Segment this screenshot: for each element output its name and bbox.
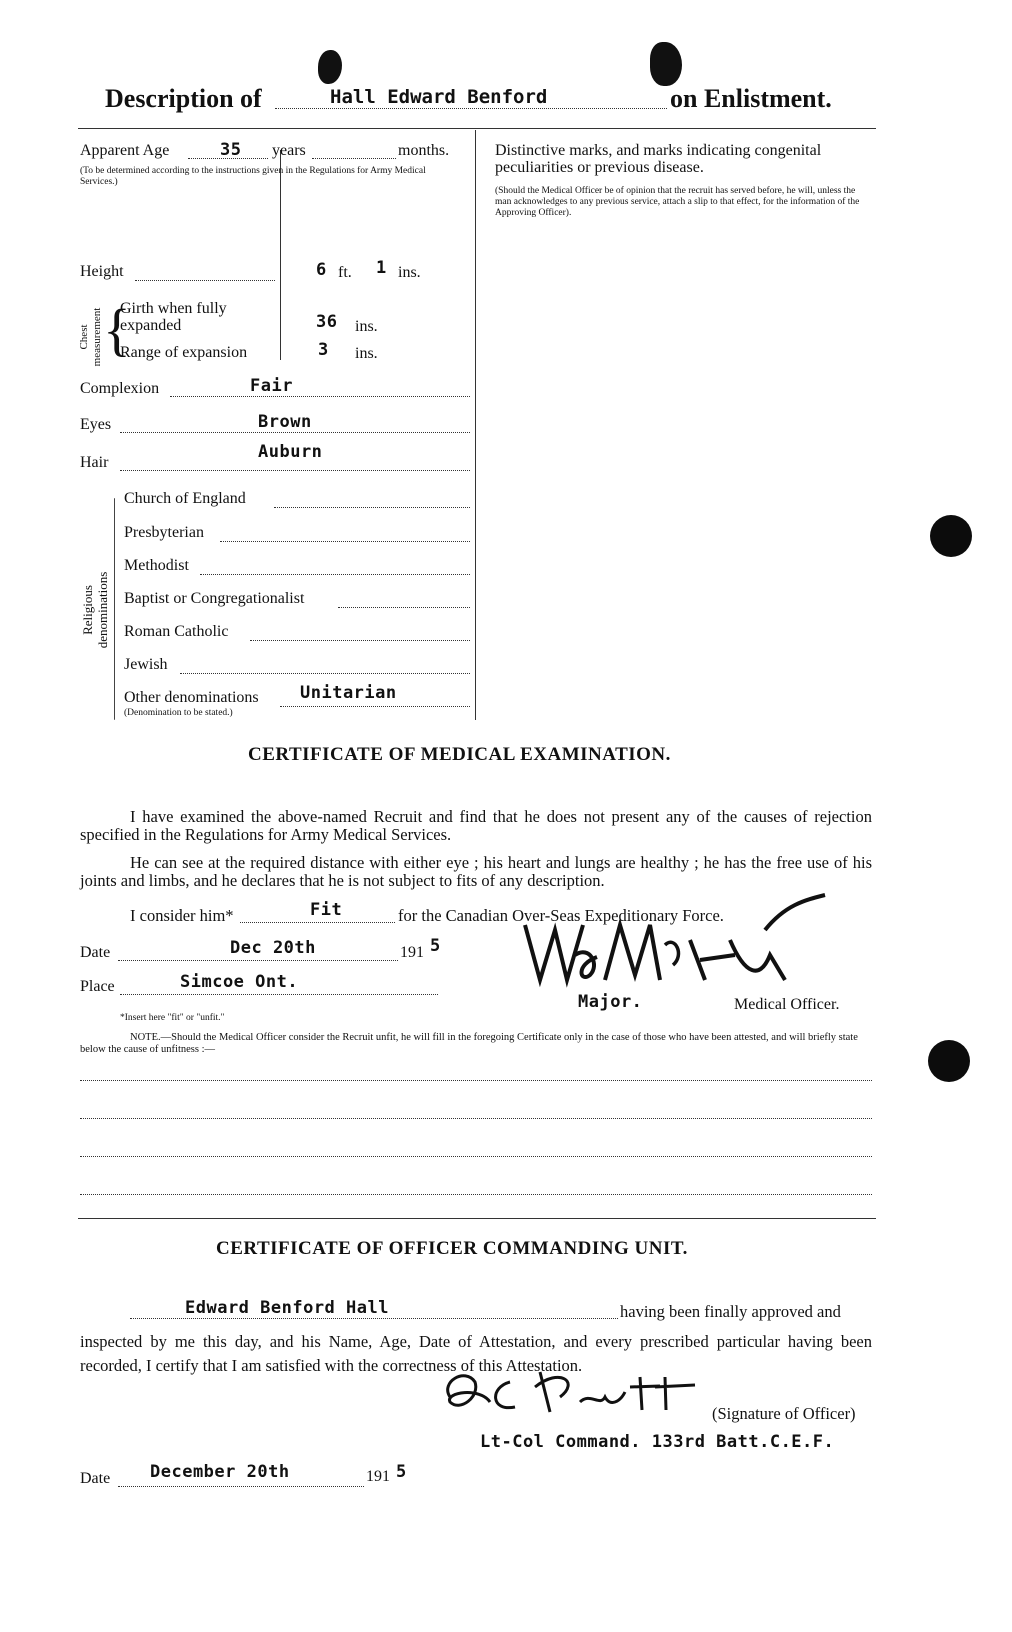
medical-officer-label: Medical Officer. <box>734 996 840 1013</box>
unfit-note: NOTE.—Should the Medical Officer consider the Recruit unfit, he will fill in the foregoing Certificate only in the case of those who have been attested, and will briefly state below the cause of unfitness :— <box>80 1032 858 1055</box>
medical-certificate-title: CERTIFICATE OF MEDICAL EXAMINATION. <box>248 744 671 765</box>
chest-measurement-label: Chest measurement <box>78 307 103 367</box>
section-rule <box>78 1218 876 1219</box>
header-rule <box>78 128 876 129</box>
hair-value: Auburn <box>258 442 323 462</box>
medical-date-label: Date <box>80 944 111 961</box>
height-label: Height <box>80 263 124 280</box>
age-note: (To be determined according to the instructions given in the Regulations for Army Medical Services.) <box>80 166 426 187</box>
girth-label: Girth when fully expanded <box>120 300 227 334</box>
medical-paragraph-1: I have examined the above-named Recruit and find that he does not present any of the causes of rejection specified in the Regulations for Army Medical Services. <box>80 807 872 844</box>
religion-other: Other denominations <box>124 689 259 706</box>
inches-label: ins. <box>355 345 378 362</box>
dotted-line <box>80 1080 872 1081</box>
chest-brace: { <box>103 297 131 362</box>
inches-label: ins. <box>398 264 421 281</box>
dotted-line <box>275 108 667 109</box>
religion-roman-catholic: Roman Catholic <box>124 623 229 640</box>
medical-paragraph-2: He can see at the required distance with either eye ; his heart and lungs are healthy ; he has the free use of his joints and limbs, and he declares that he is not subject to fits of any description. <box>80 853 872 890</box>
commanding-year-prefix: 191 <box>366 1468 390 1485</box>
distinctive-marks-note: (Should the Medical Officer be of opinion that the recruit has served before, he will, unless the man acknowledges to any previous service, attach a slip to that effect, for the information of the Approving Officer). <box>495 186 860 218</box>
medical-officer-rank: Major. <box>578 992 643 1012</box>
column-divider <box>475 130 476 720</box>
denomination-note: (Denomination to be stated.) <box>124 708 233 718</box>
dotted-line <box>250 640 470 641</box>
hair-label: Hair <box>80 454 109 471</box>
dotted-line <box>280 706 470 707</box>
consider-suffix: for the Canadian Over-Seas Expeditionary Force. <box>398 906 724 925</box>
eyes-label: Eyes <box>80 416 112 433</box>
religion-presbyterian: Presbyterian <box>124 524 204 541</box>
religion-jewish: Jewish <box>124 656 168 673</box>
inches-label: ins. <box>355 318 378 335</box>
recruit-name-header: Hall Edward Benford <box>330 86 548 108</box>
commanding-officer-title: Lt-Col Command. 133rd Batt.C.E.F. <box>480 1432 835 1452</box>
punch-hole <box>928 1040 970 1082</box>
dotted-line <box>240 922 395 923</box>
age-value: 35 <box>220 140 242 160</box>
dotted-line <box>118 960 398 961</box>
religion-church-of-england: Church of England <box>124 490 246 507</box>
age-label: Apparent Age <box>80 142 170 159</box>
recruit-name-value: Edward Benford Hall <box>185 1298 389 1318</box>
religion-baptist: Baptist or Congregationalist <box>124 590 305 607</box>
commanding-certificate-title: CERTIFICATE OF OFFICER COMMANDING UNIT. <box>216 1238 688 1259</box>
dotted-line <box>180 673 470 674</box>
medical-year-digit: 5 <box>430 936 441 956</box>
dotted-line <box>80 1118 872 1119</box>
dotted-line <box>200 574 470 575</box>
dotted-line <box>80 1156 872 1157</box>
distinctive-marks-label: Distinctive marks, and marks indicating congenital peculiarities or previous disease. <box>495 142 822 176</box>
commanding-year-digit: 5 <box>396 1462 407 1482</box>
commanding-date-label: Date <box>80 1470 111 1487</box>
commanding-text-1: having been finally approved and <box>620 1302 841 1321</box>
dotted-line <box>274 507 470 508</box>
religion-methodist: Methodist <box>124 557 189 574</box>
years-label: years <box>272 142 306 159</box>
eyes-value: Brown <box>258 412 312 432</box>
dotted-line <box>118 1486 364 1487</box>
dotted-line <box>312 158 396 159</box>
dotted-line <box>220 541 470 542</box>
insert-note: *Insert here "fit" or "unfit." <box>120 1013 225 1023</box>
header-prefix: Description of <box>105 84 262 113</box>
commanding-text-2: inspected by me this day, and his Name, Age, Date of Attestation, and every prescribed particular having been recorded, I certify that I am satisfied with the correctness of this Attestation. <box>80 1332 872 1375</box>
range-label: Range of expansion <box>120 344 248 361</box>
medical-officer-signature <box>505 885 835 1005</box>
feet-label: ft. <box>338 264 352 281</box>
ink-blot <box>650 42 682 86</box>
religion-bracket <box>114 498 115 720</box>
ink-blot <box>318 50 342 84</box>
dotted-line <box>120 470 470 471</box>
other-denomination-value: Unitarian <box>300 683 397 703</box>
months-label: months. <box>398 142 450 159</box>
dotted-line <box>170 396 470 397</box>
place-label: Place <box>80 978 115 995</box>
dotted-line <box>80 1194 872 1195</box>
signature-of-officer-label: (Signature of Officer) <box>712 1404 856 1423</box>
place-value: Simcoe Ont. <box>180 972 299 992</box>
religious-denominations-label: Religious denominations <box>80 571 110 649</box>
complexion-label: Complexion <box>80 380 160 397</box>
dotted-line <box>338 607 470 608</box>
complexion-value: Fair <box>250 376 293 396</box>
consider-prefix: I consider him* <box>130 906 234 925</box>
header-suffix: on Enlistment. <box>670 84 832 113</box>
dotted-line <box>120 432 470 433</box>
medical-year-prefix: 191 <box>400 944 424 961</box>
height-feet-value: 6 <box>316 260 327 280</box>
dotted-line <box>135 280 275 281</box>
range-value: 3 <box>318 340 329 360</box>
dotted-line <box>130 1318 618 1319</box>
height-inches-value: 1 <box>376 258 387 278</box>
fit-value: Fit <box>310 900 343 920</box>
girth-value: 36 <box>316 312 338 332</box>
dotted-line <box>120 994 438 995</box>
punch-hole <box>930 515 972 557</box>
medical-date-value: Dec 20th <box>230 938 316 958</box>
commanding-date-value: December 20th <box>150 1462 290 1482</box>
commanding-officer-signature <box>420 1362 720 1422</box>
